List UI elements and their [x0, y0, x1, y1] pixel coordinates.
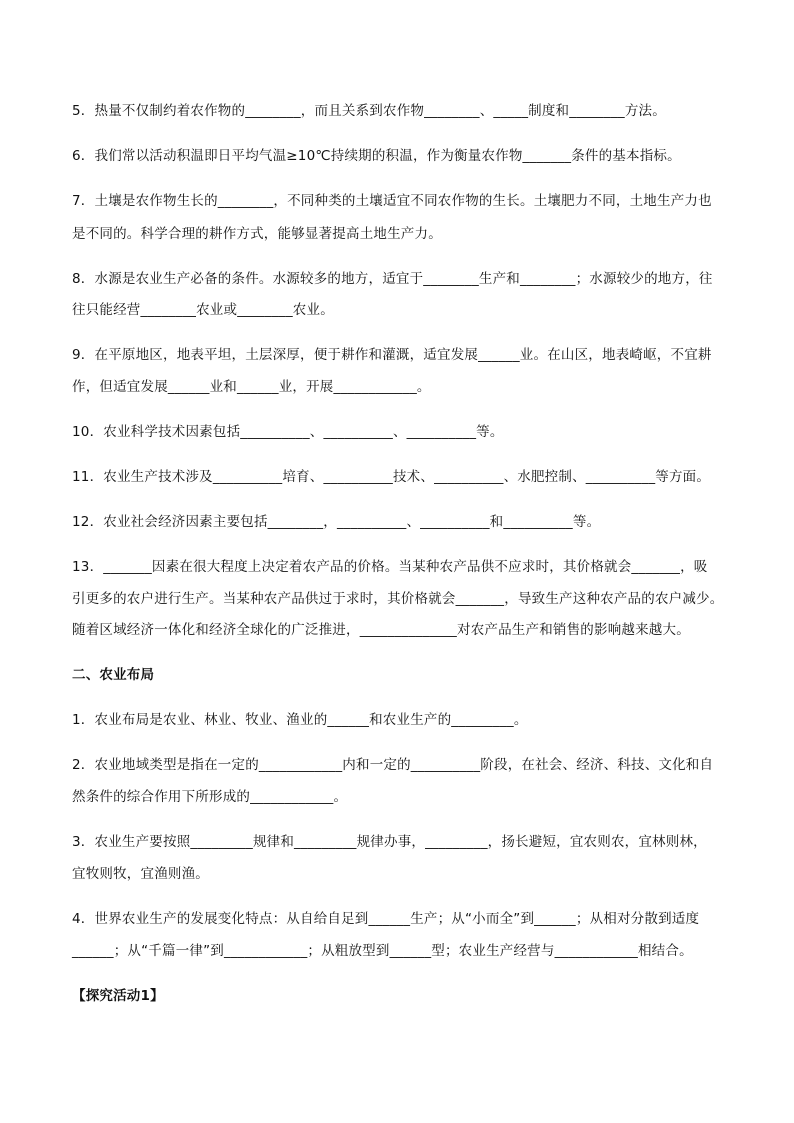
question-8-line-1: 8．水源是农业生产必备的条件。水源较多的地方，适宜于________生产和________；水源较少的地方，往 — [72, 271, 713, 287]
question-5-line-1: 5．热量不仅制约着农作物的________，而且关系到农作物________、_____制度和________方法。 — [72, 103, 666, 119]
question-13-line-1: 13．_______因素在很大程度上决定着农产品的价格。当某种农产品供不应求时，其价格就会_______，吸 — [72, 559, 708, 575]
question-13-line-2: 引更多的农户进行生产。当某种农产品供过于求时，其价格就会_______，导致生产这种农产品的农户减少。 — [72, 591, 724, 607]
question-13-line-3: 随着区域经济一体化和经济全球化的广泛推进，______________对农产品生产和销售的影响越来越大。 — [72, 622, 690, 638]
layout-question-3-line-1: 3．农业生产要按照_________规律和_________规律办事，_________，扬长避短，宜农则农，宜林则林， — [72, 834, 707, 850]
section-heading-agriculture-layout: 二、农业布局 — [72, 667, 155, 683]
question-8-line-2: 往只能经营________农业或________农业。 — [72, 302, 334, 318]
question-9-line-1: 9．在平原地区，地表平坦，土层深厚，便于耕作和灌溉，适宜发展______业。在山区，地表崎岖，不宜耕 — [72, 347, 712, 363]
layout-question-4-line-2: ______；从“千篇一律”到____________；从粗放型到______型；农业生产经营与____________相结合。 — [72, 943, 693, 959]
question-9-line-2: 作，但适宜发展______业和______业，开展____________。 — [72, 379, 431, 395]
layout-question-4-line-1: 4．世界农业生产的发展变化特点：从自给自足到______生产；从“小而全”到______；从相对分散到适度 — [72, 911, 700, 927]
layout-question-2-line-1: 2．农业地域类型是指在一定的____________内和一定的__________阶段，在社会、经济、科技、文化和自 — [72, 757, 714, 773]
exploration-activity-heading: 【探究活动1】 — [72, 988, 164, 1004]
layout-question-2-line-2: 然条件的综合作用下所形成的____________。 — [72, 789, 348, 805]
question-11-line-1: 11．农业生产技术涉及__________培育、__________技术、__________、水肥控制、__________等方面。 — [72, 469, 711, 485]
question-6-line-1: 6．我们常以活动积温即日平均气温≥10℃持续期的积温，作为衡量农作物_______条件的基本指标。 — [72, 148, 681, 164]
question-7-line-1: 7．土壤是农作物生长的________，不同种类的土壤适宜不同农作物的生长。土壤肥力不同，土地生产力也 — [72, 193, 712, 209]
question-7-line-2: 是不同的。科学合理的耕作方式，能够显著提高土地生产力。 — [72, 226, 442, 242]
layout-question-3-line-2: 宜牧则牧，宜渔则渔。 — [72, 866, 209, 882]
layout-question-1-line-1: 1．农业布局是农业、林业、牧业、渔业的______和农业生产的_________。 — [72, 712, 528, 728]
question-12-line-1: 12．农业社会经济因素主要包括________，__________、__________和__________等。 — [72, 514, 601, 530]
question-10-line-1: 10．农业科学技术因素包括__________、__________、__________等。 — [72, 424, 504, 440]
